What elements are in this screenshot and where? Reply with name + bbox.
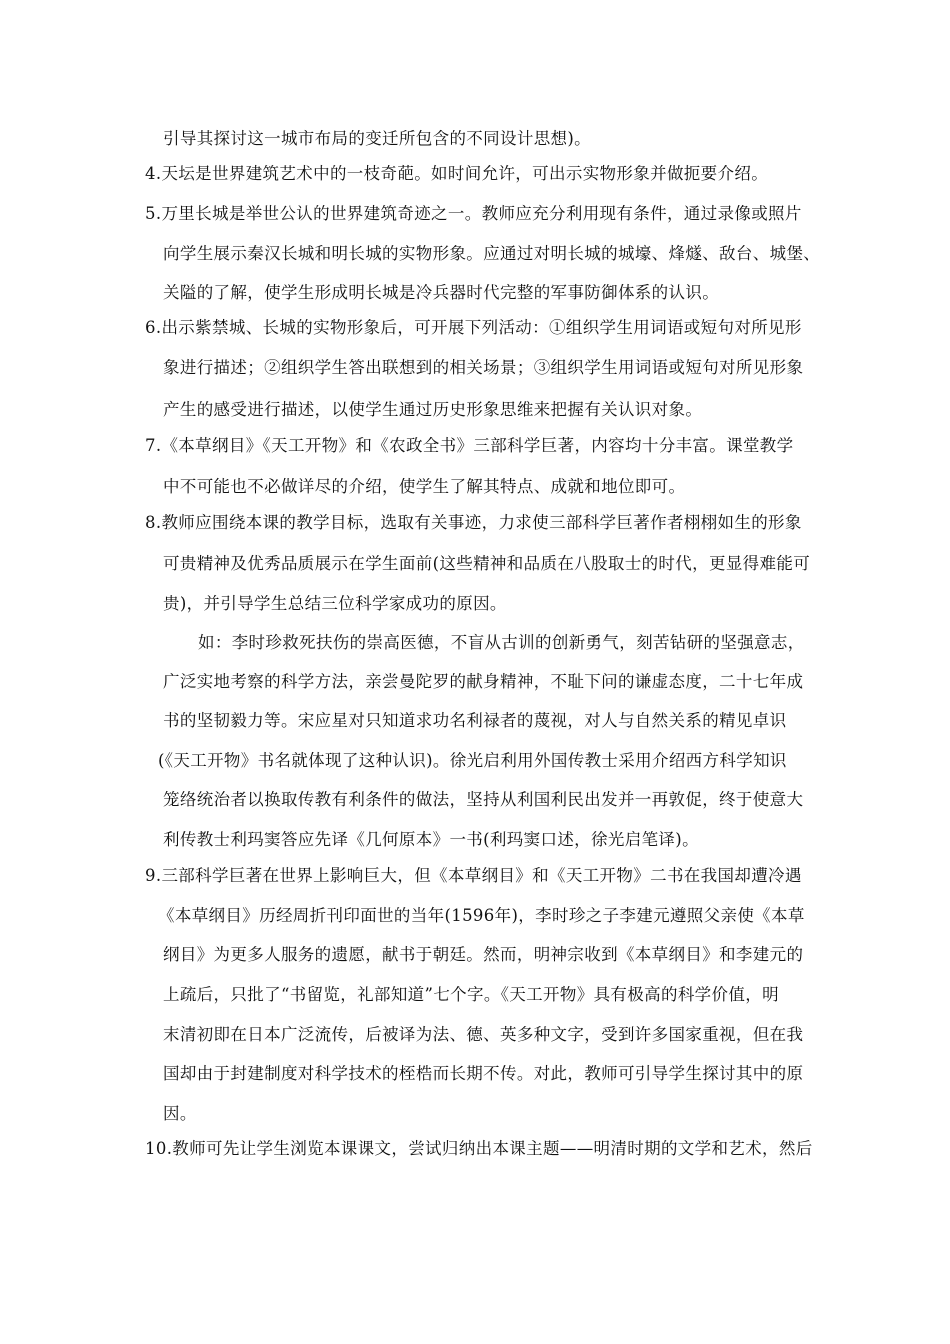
text-line: 利传教士利玛窦答应先译《几何原本》一书(利玛窦口述，徐光启笔译)。: [163, 830, 699, 849]
text-line: 纲目》为更多人服务的遗愿，献书于朝廷。然而，明神宗收到《本草纲目》和李建元的: [163, 945, 804, 964]
text-line: 如：李时珍救死扶伤的崇高医德，不盲从古训的创新勇气，刻苦钻研的坚强意志，: [198, 633, 805, 652]
text-line: 关隘的了解，使学生形成明长城是冷兵器时代完整的军事防御体系的认识。: [163, 283, 720, 302]
text-line: 5.万里长城是举世公认的世界建筑奇迹之一。教师应充分利用现有条件，通过录像或照片: [145, 204, 802, 223]
text-line: 国却由于封建制度对科学技术的桎梏而长期不传。对此，教师可引导学生探讨其中的原: [163, 1064, 804, 1083]
text-line: 7.《本草纲目》《天工开物》和《农政全书》三部科学巨著，内容均十分丰富。课堂教学: [145, 436, 794, 455]
text-line: 产生的感受进行描述，以使学生通过历史形象思维来把握有关认识对象。: [163, 400, 703, 419]
text-line: 中不可能也不必做详尽的介绍，使学生了解其特点、成就和地位即可。: [163, 477, 686, 496]
text-line: 贵)，并引导学生总结三位科学家成功的原因。: [163, 594, 507, 613]
text-line: (《天工开物》书名就体现了这种认识)。徐光启利用外国传教士采用介绍西方科学知识: [158, 751, 787, 770]
text-line: 向学生展示秦汉长城和明长城的实物形象。应通过对明长城的城壕、烽燧、敌台、城堡、: [163, 244, 821, 263]
text-line: 书的坚韧毅力等。宋应星对只知道求功名利禄者的蔑视，对人与自然关系的精见卓识: [163, 711, 787, 730]
text-line: 因。: [163, 1104, 197, 1123]
text-line: 引导其探讨这一城市布局的变迁所包含的不同设计思想)。: [163, 129, 592, 148]
text-line: 9.三部科学巨著在世界上影响巨大，但《本草纲目》和《天工开物》二书在我国却遭冷遇: [145, 866, 802, 885]
text-line: 6.出示紫禁城、长城的实物形象后，可开展下列活动：①组织学生用词语或短句对所见形: [145, 318, 802, 337]
text-line: 4.天坛是世界建筑艺术中的一枝奇葩。如时间允许，可出示实物形象并做扼要介绍。: [145, 164, 769, 183]
text-line: 笼络统治者以换取传教有利条件的做法，坚持从利国利民出发并一再敦促，终于使意大: [163, 790, 804, 809]
text-line: 上疏后，只批了“书留览，礼部知道”七个字。《天工开物》具有极高的科学价值，明: [163, 985, 779, 1004]
text-line: 10.教师可先让学生浏览本课课文，尝试归纳出本课主题——明清时期的文学和艺术，然后: [145, 1139, 813, 1158]
text-line: 象进行描述；②组织学生答出联想到的相关场景；③组织学生用词语或短句对所见形象: [163, 358, 804, 377]
text-line: 可贵精神及优秀品质展示在学生面前(这些精神和品质在八股取士的时代，更显得难能可: [163, 554, 811, 573]
text-line: 末清初即在日本广泛流传，后被译为法、德、英多种文字，受到许多国家重视，但在我: [163, 1025, 804, 1044]
text-line: 8.教师应围绕本课的教学目标，选取有关事迹，力求使三部科学巨著作者栩栩如生的形象: [145, 513, 802, 532]
text-line: 《本草纲目》历经周折刊印面世的当年(1596年)，李时珍之子李建元遵照父亲使《本草: [158, 906, 805, 925]
text-line: 广泛实地考察的科学方法，亲尝曼陀罗的献身精神，不耻下问的谦虚态度，二十七年成: [163, 672, 804, 691]
